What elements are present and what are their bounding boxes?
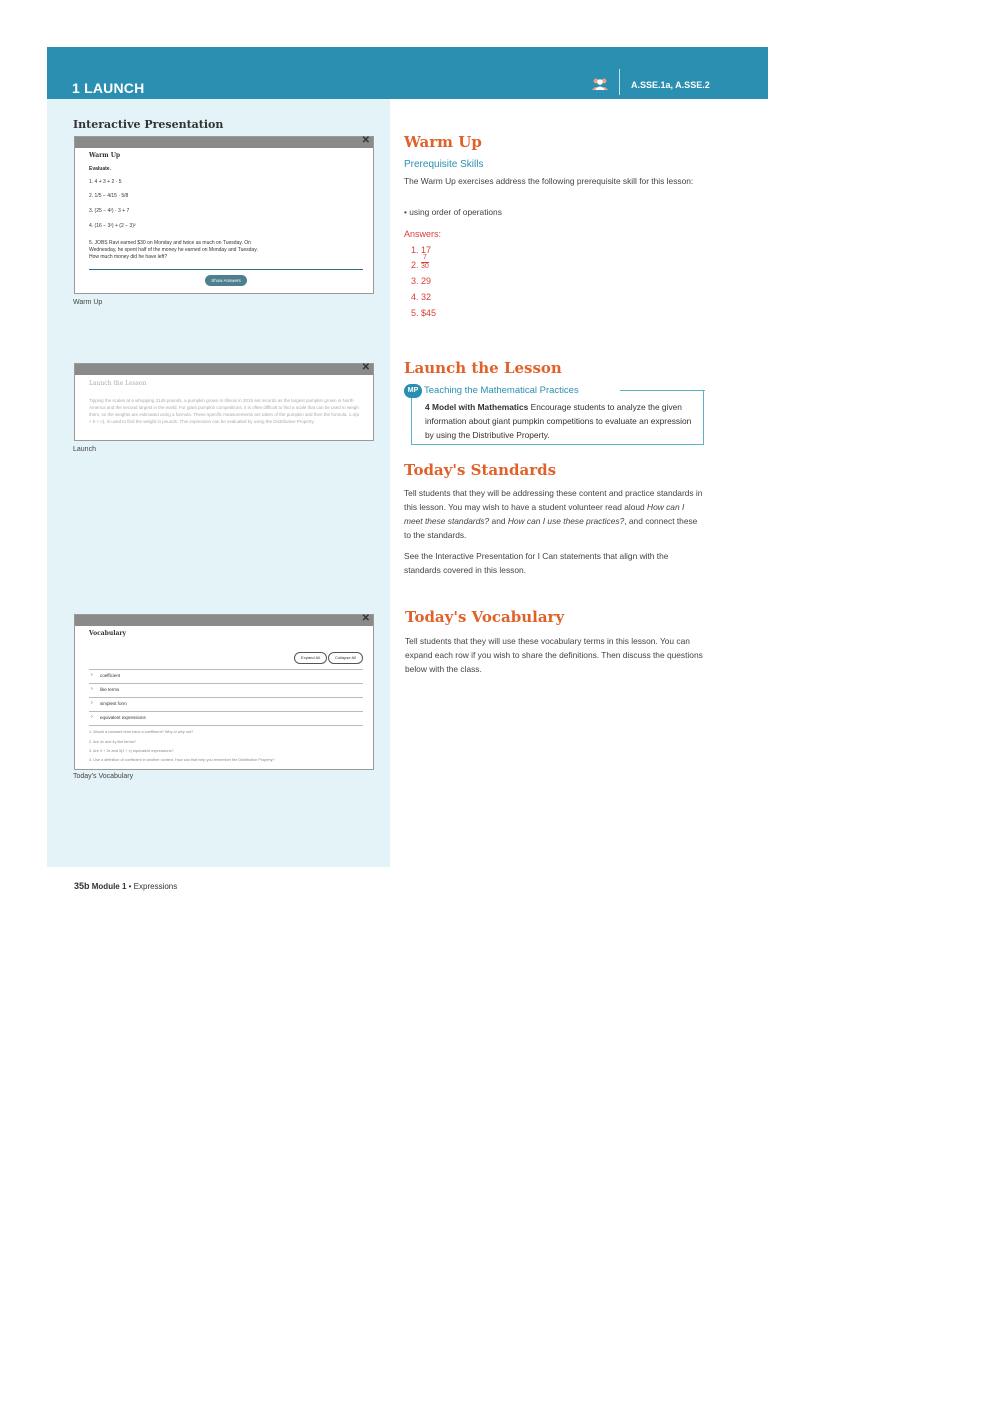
- row-divider: [89, 711, 363, 712]
- row-divider: [89, 697, 363, 698]
- launch-caption: Launch: [73, 446, 96, 453]
- answer-3: 3. 29: [411, 276, 432, 286]
- section-title: 1 LAUNCH: [72, 80, 145, 96]
- evaluate-label: Evaluate.: [89, 166, 111, 172]
- header-divider: [619, 69, 620, 95]
- problem-1: 1. 4 + 3 + 2 · 5: [89, 179, 122, 185]
- standards-heading: Today's Standards: [404, 461, 557, 479]
- answer-4: 4. 32: [411, 292, 432, 302]
- warmup-slide-thumbnail[interactable]: [74, 136, 374, 294]
- close-icon[interactable]: ✕: [361, 135, 370, 146]
- problem-3: 3. (25 − 4²) · 3 + 7: [89, 208, 130, 214]
- page-number: 35b: [74, 881, 90, 891]
- warmup-heading: Warm Up: [404, 133, 482, 151]
- mp-label: Teaching the Mathematical Practices: [424, 385, 583, 396]
- vocab-question: 4. Use a definition of coefficient in another context. How can that help you remember the Distributive Property?: [89, 758, 275, 762]
- group-people-icon: [591, 77, 609, 91]
- row-divider: [89, 669, 363, 670]
- slide-title: Warm Up: [89, 152, 121, 159]
- slide-title: Vocabulary: [89, 630, 127, 637]
- page-footer: 35b Module 1 • Expressions: [74, 881, 178, 891]
- answer-2: 2. $\frac{7}{30}$: [411, 254, 429, 271]
- vocab-question: 1. Would a constant term have a coefficient? Why or why not?: [89, 730, 194, 734]
- vocab-term[interactable]: like terms: [100, 687, 120, 692]
- problem-2: 2. 1/5 − 4/15 · 5/8: [89, 193, 129, 199]
- prerequisite-skills-heading: Prerequisite Skills: [404, 159, 484, 170]
- interactive-presentation-title: Interactive Presentation: [73, 118, 224, 131]
- launch-slide-thumbnail[interactable]: [74, 363, 374, 441]
- slide-title: Launch the Lesson: [89, 380, 147, 387]
- vocab-term[interactable]: simplest form: [100, 701, 127, 706]
- vocab-term[interactable]: coefficient: [100, 673, 121, 678]
- slide-titlebar: [75, 364, 373, 375]
- answer-1: 1. 17: [411, 245, 432, 255]
- chevron-right-icon[interactable]: ›: [91, 686, 93, 692]
- slide-divider: [89, 269, 363, 270]
- chevron-right-icon[interactable]: ›: [91, 672, 93, 678]
- row-divider: [89, 725, 363, 726]
- warmup-text: The Warm Up exercises address the following prerequisite skill for this lesson:: [404, 176, 694, 186]
- mp-header-rule: [620, 390, 705, 391]
- slide-titlebar: [75, 137, 373, 148]
- vocab-term[interactable]: equivalent expressions: [100, 715, 146, 720]
- mp-badge-icon: MP: [404, 384, 422, 398]
- vocabulary-heading: Today's Vocabulary: [405, 608, 565, 626]
- show-answers-button[interactable]: Show Answers: [205, 275, 247, 286]
- close-icon[interactable]: ✕: [361, 613, 370, 624]
- fraction-denominator: 30: [421, 263, 429, 271]
- vocabulary-caption: Today's Vocabulary: [73, 773, 134, 780]
- answer-5: 5. $45: [411, 308, 437, 318]
- mp-text: 4 Model with Mathematics Encourage students to analyze the given information about giant pumpkin competitions to evaluate an expression by using the Distributive Property.: [425, 402, 692, 440]
- expand-all-button[interactable]: Expand All: [294, 652, 327, 664]
- prereq-bullet: • using order of operations: [404, 207, 502, 217]
- slide-titlebar: [75, 615, 373, 626]
- problem-5: 5. JOBS Ravi earned $30 on Monday and twice as much on Tuesday. On Wednesday, he spent half of the money he earned on Monday and Tuesday. How much money did he have left?: [89, 240, 258, 260]
- fraction-numerator: 7: [422, 254, 427, 262]
- chevron-right-icon[interactable]: ›: [91, 714, 93, 720]
- answers-label: Answers:: [404, 229, 442, 239]
- vocabulary-slide-thumbnail[interactable]: [74, 614, 374, 770]
- vocab-question: 2. Are 4x and 4y like terms?: [89, 740, 136, 744]
- warmup-caption: Warm Up: [73, 299, 103, 306]
- collapse-all-button[interactable]: Collapse All: [328, 652, 363, 664]
- row-divider: [89, 683, 363, 684]
- vocabulary-text: Tell students that they will use these vocabulary terms in this lesson. You can expand each row if you wish to share the definitions. Then discuss the questions below with the class.: [405, 636, 703, 674]
- section-header: [47, 47, 768, 99]
- vocab-question: 3. Are 3 + 3x and 3(1 + x) equivalent expressions?: [89, 749, 174, 753]
- module-label: Module 1: [91, 882, 127, 891]
- standards-paragraph-2: See the Interactive Presentation for I Can statements that align with the standards covered in this lesson.: [404, 551, 669, 575]
- launch-heading: Launch the Lesson: [404, 359, 562, 377]
- standards-paragraph-1: Tell students that they will be addressing these content and practice standards in this lesson. You may wish to have a student volunteer read aloud How can I meet these standards? and How can I use these practices?, and connect these to the standards.: [404, 488, 703, 540]
- module-topic: Expressions: [133, 882, 178, 891]
- mathematical-practices-header: [404, 384, 705, 398]
- standards-codes: A.SSE.1a, A.SSE.2: [631, 80, 710, 90]
- problem-4: 4. (16 − 3²) + (2 − 3)²: [89, 223, 136, 229]
- launch-slide-text: Tipping the scales at a whopping 2145 pounds, a pumpkin grown in Illinois in 2015 set records as the largest pumpkin grown in North America and the second largest in the world. For giant pumpkin competitions, it is often difficult to find a scale that can be used to weigh them, so the weights are estimated using a formula. These specific measurements are taken of the pumpkin and then the formula, 1.4(a + b + c), is used to find the weight in pounds. This expression can be evaluated by using the Distributive Property.: [89, 398, 360, 424]
- chevron-right-icon[interactable]: ›: [91, 700, 93, 706]
- close-icon[interactable]: ✕: [361, 362, 370, 373]
